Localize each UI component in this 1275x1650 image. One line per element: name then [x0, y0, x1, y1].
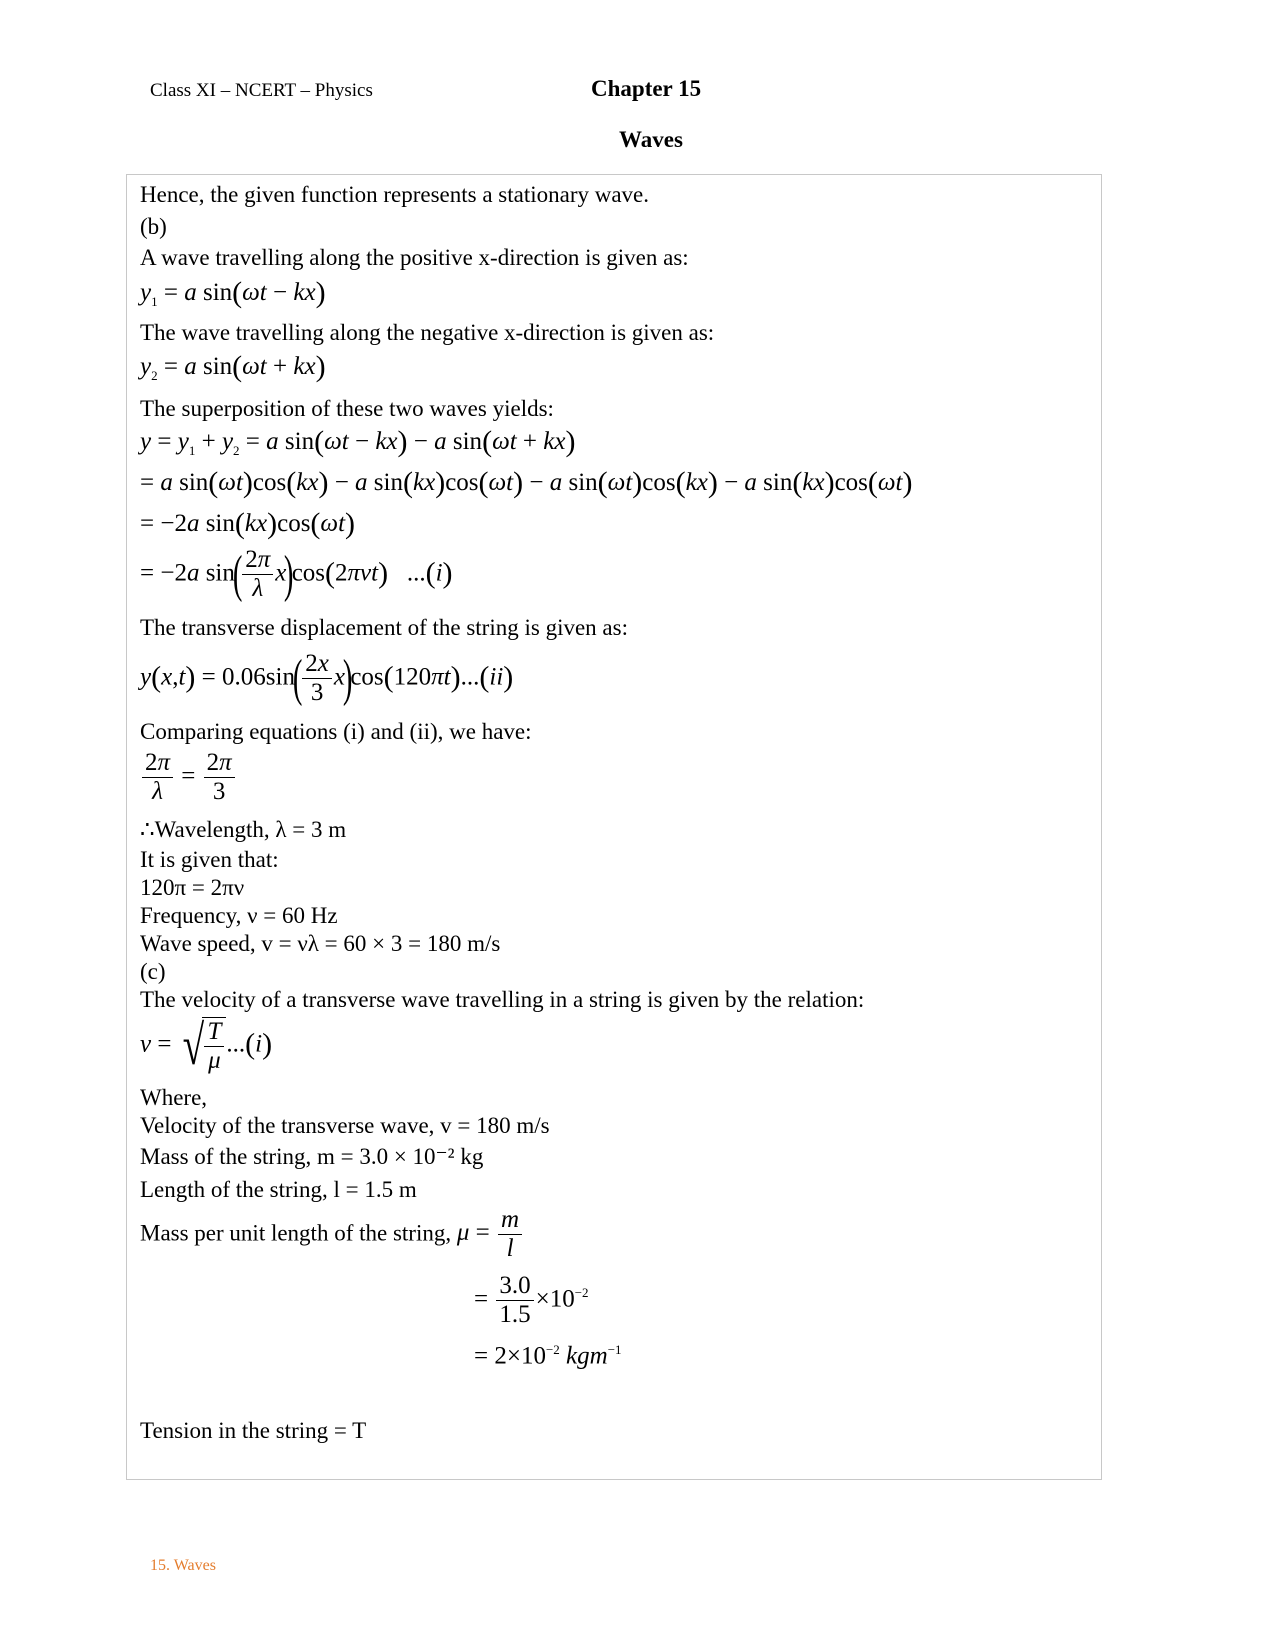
text-line: The velocity of a transverse wave travelling in a string is given by the relation: — [140, 987, 865, 1012]
text-line: (c) — [140, 959, 166, 984]
text-line: Mass of the string, m = 3.0 × 10⁻² kg — [140, 1144, 484, 1169]
text-line: Frequency, ν = 60 Hz — [140, 903, 338, 928]
equation-mu-result: = $2\times 10^{-2}$ kgm$^{-1}$ — [474, 1342, 622, 1370]
text-line: Tension in the string = T — [140, 1418, 367, 1443]
equation-expansion: = a sin(ωt)cos(kx) − a sin(kx)cos(ωt) − a sin(ωt)cos(kx) − a sin(kx)cos(ωt) — [140, 466, 913, 499]
text-line: 120π = 2πν — [140, 875, 245, 900]
header-course: Class XI – NCERT – Physics — [150, 80, 373, 101]
footer-label: 15. Waves — [150, 1557, 216, 1574]
text-line: The wave travelling along the negative x-direction is given as: — [140, 320, 715, 345]
text-line: Hence, the given function represents a stationary wave. — [140, 182, 649, 207]
equation-compare: $\frac{2\pi}{\lambda}$ = $\frac{2\pi}{3}$ — [140, 750, 237, 806]
equation-ii: y(x,t) = 0.06sin( $\frac{2x}{3}$ x)cos(120πt)...(ii) — [140, 649, 514, 707]
content-box — [126, 174, 1102, 1480]
text-line: The transverse displacement of the string is given as: — [140, 615, 628, 640]
equation-simplified: = −2a sin(kx)cos(ωt) — [140, 507, 356, 540]
text-line: ∴Wavelength, λ = 3 m — [140, 817, 347, 842]
equation-i: = −2a sin( $\frac{2\pi}{\lambda}$ x)cos(2πνt) ...(i) — [140, 545, 453, 603]
chapter-title: Waves — [619, 127, 683, 152]
equation-superposition: $y = y_1 + y_2 = a$ sin(ωt − kx) − a sin(ωt + kx) — [140, 425, 576, 458]
text-line: A wave travelling along the positive x-direction is given as: — [140, 245, 689, 270]
equation-mu-value: = $\frac{3.0}{1.5}$ $\times 10^{-2}$ — [474, 1272, 589, 1329]
equation-y2: $y_2 = a$ sin(ωt + kx) — [140, 350, 326, 383]
equation-velocity: v = √ $\frac{T}{\mu}$ ...(i) — [140, 1014, 273, 1077]
text-line: The superposition of these two waves yields: — [140, 396, 554, 421]
text-line: Mass per unit length of the string, — [140, 1220, 452, 1246]
text-line: (b) — [140, 214, 167, 239]
mass-per-length-line: Mass per unit length of the string, μ = $\frac{m}{l}$ — [140, 1207, 524, 1263]
text-line: Length of the string, l = 1.5 m — [140, 1177, 417, 1202]
text-line: It is given that: — [140, 847, 279, 872]
text-line: Comparing equations (i) and (ii), we have: — [140, 719, 532, 744]
text-line: Where, — [140, 1085, 208, 1110]
text-line: Wave speed, v = νλ = 60 × 3 = 180 m/s — [140, 931, 501, 956]
chapter-label: Chapter 15 — [591, 76, 702, 101]
text-line: Velocity of the transverse wave, v = 180 m/s — [140, 1113, 550, 1138]
equation-y1: $y_1 = a$ sin(ωt − kx) — [140, 276, 326, 309]
